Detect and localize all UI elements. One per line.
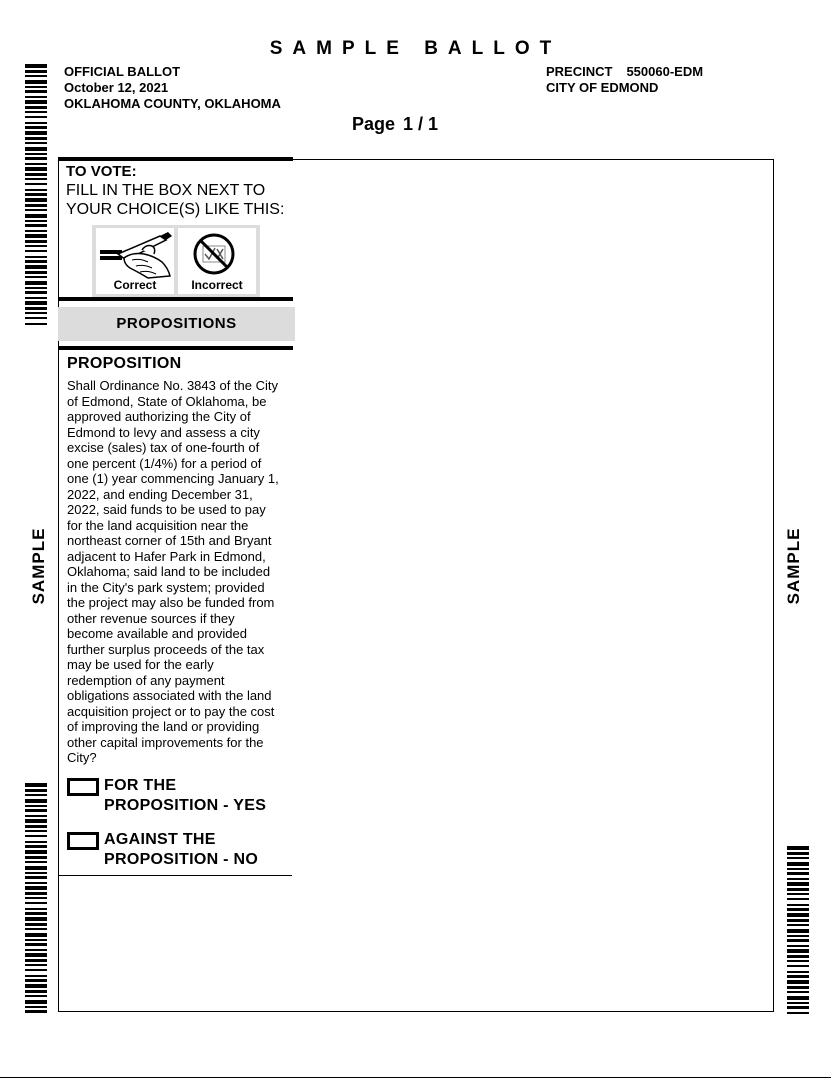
election-date: October 12, 2021 xyxy=(64,80,169,95)
ballot-header-right xyxy=(546,64,703,96)
ballot-header-left xyxy=(64,64,281,112)
vote-yes-label-line-1: FOR THE xyxy=(104,777,177,794)
vote-yes-label xyxy=(104,776,304,816)
precinct-line xyxy=(546,64,703,80)
proposition-text-line: excise (sales) tax of one-fourth of xyxy=(67,440,260,455)
proposition-text-line: for the land acquisition near the xyxy=(67,517,249,533)
proposition-text-line: approved authorizing the City of xyxy=(67,409,251,424)
instruction-line-1: FILL IN THE BOX NEXT TO xyxy=(66,182,266,199)
city-label: CITY OF EDMOND xyxy=(546,80,659,95)
proposition-text-line: acquisition project or to pay the cost xyxy=(67,703,275,719)
precinct-id: 550060-EDM xyxy=(626,64,704,79)
proposition-text xyxy=(67,378,291,766)
official-ballot-label: OFFICIAL BALLOT xyxy=(64,64,181,79)
vote-no-label-line-2: PROPOSITION - NO xyxy=(104,851,259,868)
propositions-section-header: PROPOSITIONS xyxy=(58,307,295,341)
proposition-heading: PROPOSITION xyxy=(67,355,182,372)
proposition-text-line: further surplus proceeds of the tax xyxy=(67,641,265,657)
proposition-text-line: City? xyxy=(67,750,97,765)
vote-yes-checkbox[interactable] xyxy=(67,778,99,796)
proposition-text-line: become available and provided xyxy=(67,626,247,641)
incorrect-example xyxy=(178,228,256,294)
county-label: OKLAHOMA COUNTY, OKLAHOMA xyxy=(64,96,281,111)
precinct-label: PRECINCT xyxy=(546,64,613,79)
vote-no-label xyxy=(104,830,304,870)
proposition-text-line: Oklahoma; said land to be included xyxy=(67,564,271,579)
page-value: 1 / 1 xyxy=(403,114,439,134)
sample-watermark-left: SAMPLE xyxy=(29,527,48,605)
vote-no-label-line-1: AGAINST THE xyxy=(104,831,216,848)
page-number xyxy=(352,114,438,135)
proposition-text-line: Edmond to levy and assess a city xyxy=(67,424,260,440)
barcode-top-left xyxy=(25,64,47,326)
vote-option-yes[interactable] xyxy=(67,776,297,818)
proposition-text-line: other capital improvements for the xyxy=(67,734,264,750)
column-top-rule xyxy=(58,157,293,161)
proposition-text-line: northeast corner of 15th and Bryant xyxy=(67,533,272,548)
barcode-bottom-right xyxy=(787,846,809,1015)
page-label: Page xyxy=(352,114,396,134)
instruction-line-2: YOUR CHOICE(S) LIKE THIS: xyxy=(66,201,285,218)
proposition-text-line: in the City's park system; provided xyxy=(67,579,265,595)
ballot-title: SAMPLE BALLOT xyxy=(269,38,562,59)
marking-example xyxy=(92,225,260,297)
proposition-text-line: the project may also be funded from xyxy=(67,595,275,610)
proposition-text-line: may be used for the early xyxy=(67,657,214,672)
proposition-text-line: of Edmond, State of Oklahoma, be xyxy=(67,393,267,409)
proposition-text-line: 2022, and ending December 31, xyxy=(67,486,253,502)
vote-option-no[interactable] xyxy=(67,830,297,872)
correct-label: Correct xyxy=(113,278,157,292)
sample-watermark-right: SAMPLE xyxy=(784,527,803,605)
proposition-text-line: other revenue sources if they xyxy=(67,610,235,626)
proposition-text-line: adjacent to Hafer Park in Edmond, xyxy=(67,548,266,564)
proposition-text-line: of improving the land or providing xyxy=(67,719,260,734)
incorrect-label: Incorrect xyxy=(191,278,243,292)
instructions-bottom-rule xyxy=(58,297,293,301)
section-bottom-rule xyxy=(58,346,293,350)
vote-yes-label-line-2: PROPOSITION - YES xyxy=(104,797,267,814)
proposition-text-line: Shall Ordinance No. 3843 of the City xyxy=(67,378,279,393)
column-end-rule xyxy=(58,875,292,876)
vote-instructions xyxy=(66,181,298,219)
prohibited-marks-icon xyxy=(178,228,256,280)
proposition-text-line: one (1) year commencing January 1, xyxy=(67,471,279,486)
proposition-text-line: redemption of any payment xyxy=(67,672,225,688)
proposition-text-line: 2022, said funds to be used to pay xyxy=(67,502,266,517)
proposition-text-line: obligations associated with the land xyxy=(67,688,272,703)
correct-example xyxy=(96,228,174,294)
page-bottom-rule xyxy=(0,1077,831,1078)
pen-filling-box-icon xyxy=(96,228,174,280)
vote-no-checkbox[interactable] xyxy=(67,832,99,850)
proposition-text-line: one percent (1/4%) for a period of xyxy=(67,455,262,471)
to-vote-heading: TO VOTE: xyxy=(66,163,137,180)
barcode-bottom-left xyxy=(25,783,47,1015)
